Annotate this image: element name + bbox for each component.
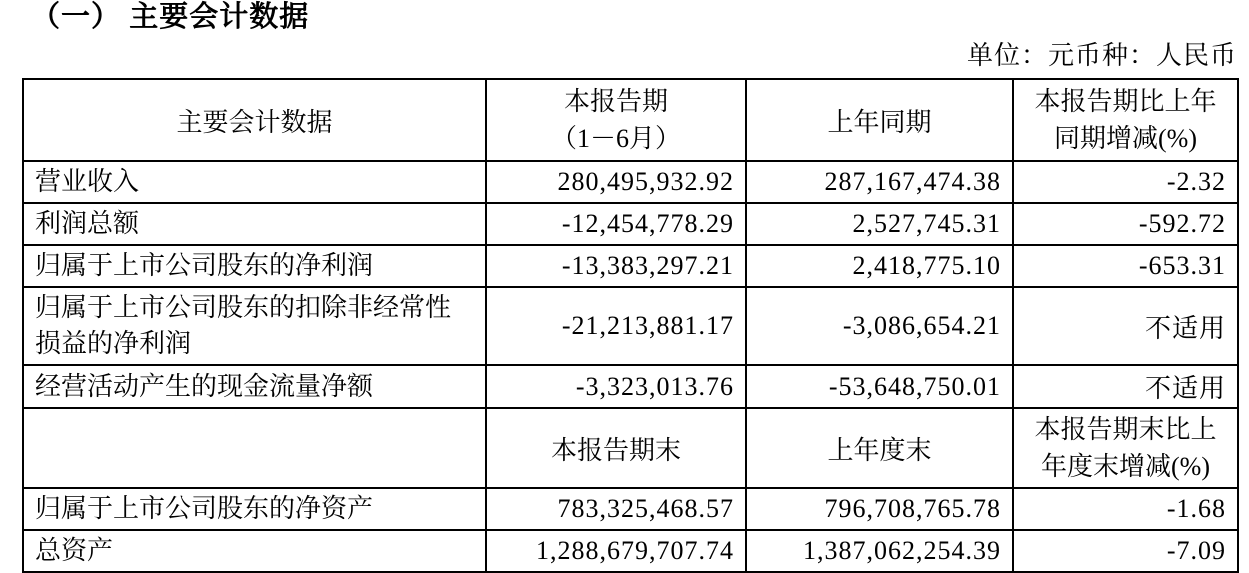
mid-header-current-period-end: 本报告期末 [486,408,746,488]
header-change-pct [1013,79,1238,161]
row-label: 归属于上市公司股东的净资产 [23,488,486,530]
row-change-value: 不适用 [1013,365,1238,408]
table-row-operating-revenue [23,161,1238,203]
table-header-row [23,79,1238,161]
mid-header-change-pct [1013,408,1238,488]
header-change-pct-line2: 同期增减(%) [1054,124,1197,153]
mid-header-empty-cell [23,408,486,488]
header-current-period-line1: 本报告期 [563,87,668,116]
table-row-operating-cash-flow [23,365,1238,408]
row-label: 营业收入 [23,161,486,203]
row-change-value: -592.72 [1013,203,1238,245]
row-current-value: -13,383,297.21 [486,245,746,287]
row-change-value: -2.32 [1013,161,1238,203]
header-prior-period: 上年同期 [746,79,1013,161]
row-label: 总资产 [23,530,486,572]
mid-header-prior-year-end: 上年度末 [746,408,1013,488]
table-row-total-assets [23,530,1238,572]
header-change-pct-line1: 本报告期比上年 [1034,87,1217,116]
row-current-value: 1,288,679,707.74 [486,530,746,572]
row-current-value: 783,325,468.57 [486,488,746,530]
section-title: （一） 主要会计数据 [31,1,310,33]
row-prior-value: 2,527,745.31 [746,203,1013,245]
table-row-net-assets-attributable [23,488,1238,530]
row-current-value: -3,323,013.76 [486,365,746,408]
row-current-value: 280,495,932.92 [486,161,746,203]
header-metric: 主要会计数据 [23,79,486,161]
row-prior-value: 1,387,062,254.39 [746,530,1013,572]
table-row-net-profit-attributable [23,245,1238,287]
row-label: 经营活动产生的现金流量净额 [23,365,486,408]
row-current-value: -12,454,778.29 [486,203,746,245]
key-accounting-data-table [22,78,1239,573]
mid-header-change-pct-line1: 本报告期末比上 [1034,415,1217,444]
unit-currency-note: 单位：元币种：人民币 [966,41,1237,70]
table-row-net-profit-excl-nonrecurring [23,287,1238,365]
mid-header-change-pct-line2: 年度末增减(%) [1041,452,1210,481]
row-label: 利润总额 [23,203,486,245]
row-prior-value: -3,086,654.21 [746,287,1013,365]
row-change-value: -1.68 [1013,488,1238,530]
header-current-period [486,79,746,161]
row-prior-value: 796,708,765.78 [746,488,1013,530]
row-prior-value: 2,418,775.10 [746,245,1013,287]
table-mid-header-row [23,408,1238,488]
row-label: 归属于上市公司股东的净利润 [23,245,486,287]
row-current-value: -21,213,881.17 [486,287,746,365]
header-current-period-line2: （1－6月） [550,124,681,153]
row-change-value: 不适用 [1013,287,1238,365]
row-label: 归属于上市公司股东的扣除非经常性损益的净利润 [23,287,486,365]
row-change-value: -653.31 [1013,245,1238,287]
row-prior-value: -53,648,750.01 [746,365,1013,408]
row-change-value: -7.09 [1013,530,1238,572]
row-prior-value: 287,167,474.38 [746,161,1013,203]
table-row-total-profit [23,203,1238,245]
